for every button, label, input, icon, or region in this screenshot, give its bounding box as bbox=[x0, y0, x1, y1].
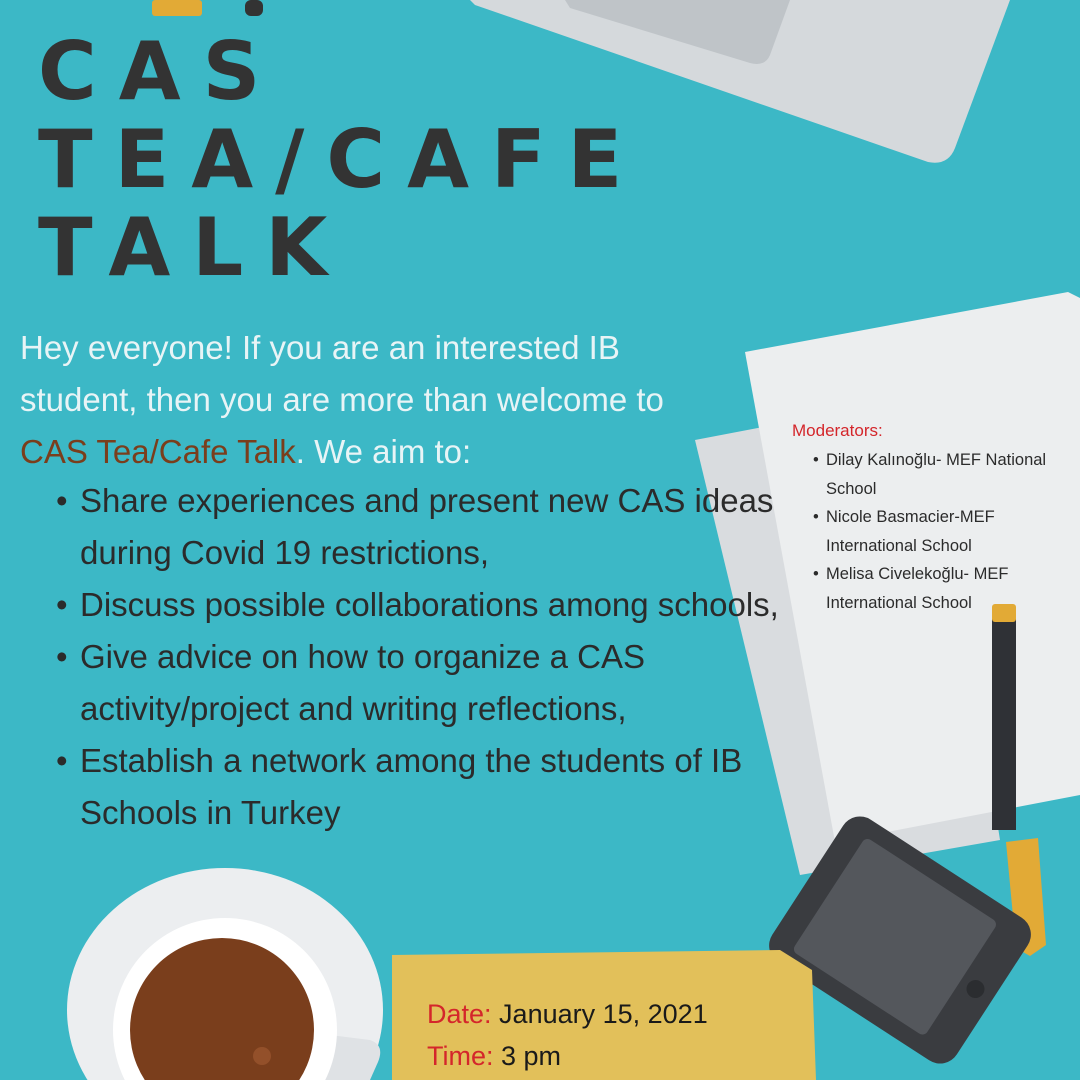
intro-highlight: CAS Tea/Cafe Talk bbox=[20, 433, 296, 470]
moderator-item: • Dilay Kalınoğlu- MEF National School bbox=[826, 446, 1080, 503]
megaphone-icon bbox=[152, 0, 263, 16]
aim-item: • Share experiences and present new CAS ideas during Covid 19 restrictions, bbox=[80, 475, 800, 579]
intro-paragraph bbox=[20, 322, 740, 478]
intro-text-1: Hey everyone! If you are an interested IB student, then you are more than welcome to bbox=[20, 329, 664, 418]
aim-item: • Discuss possible collaborations among schools, bbox=[80, 579, 800, 631]
page-title bbox=[38, 25, 645, 294]
aim-item: • Give advice on how to organize a CAS activity/project and writing reflections, bbox=[80, 631, 800, 735]
coffee-cup-illustration bbox=[67, 868, 383, 1080]
event-time bbox=[427, 1035, 708, 1077]
time-label: Time: bbox=[427, 1041, 494, 1071]
time-value: 3 pm bbox=[493, 1041, 562, 1071]
moderators-panel bbox=[792, 420, 1080, 617]
moderators-list bbox=[792, 446, 1080, 617]
moderator-item: • Nicole Basmacier-MEF International School bbox=[826, 503, 1080, 560]
aim-item: • Establish a network among the students of IB Schools in Turkey bbox=[80, 735, 800, 839]
title-line-3: TALK bbox=[38, 201, 350, 294]
date-value: January 15, 2021 bbox=[491, 999, 708, 1029]
intro-text-2: . We aim to: bbox=[295, 433, 472, 470]
title-line-1: CAS bbox=[38, 25, 283, 118]
title-line-2: TEA/CAFE bbox=[38, 113, 645, 206]
event-date bbox=[427, 993, 708, 1035]
event-details bbox=[427, 993, 708, 1077]
moderators-heading: Moderators: bbox=[792, 421, 883, 440]
date-label: Date: bbox=[427, 999, 492, 1029]
moderator-item: • Melisa Civelekoğlu- MEF International School bbox=[826, 560, 1080, 617]
aims-list bbox=[80, 475, 800, 839]
